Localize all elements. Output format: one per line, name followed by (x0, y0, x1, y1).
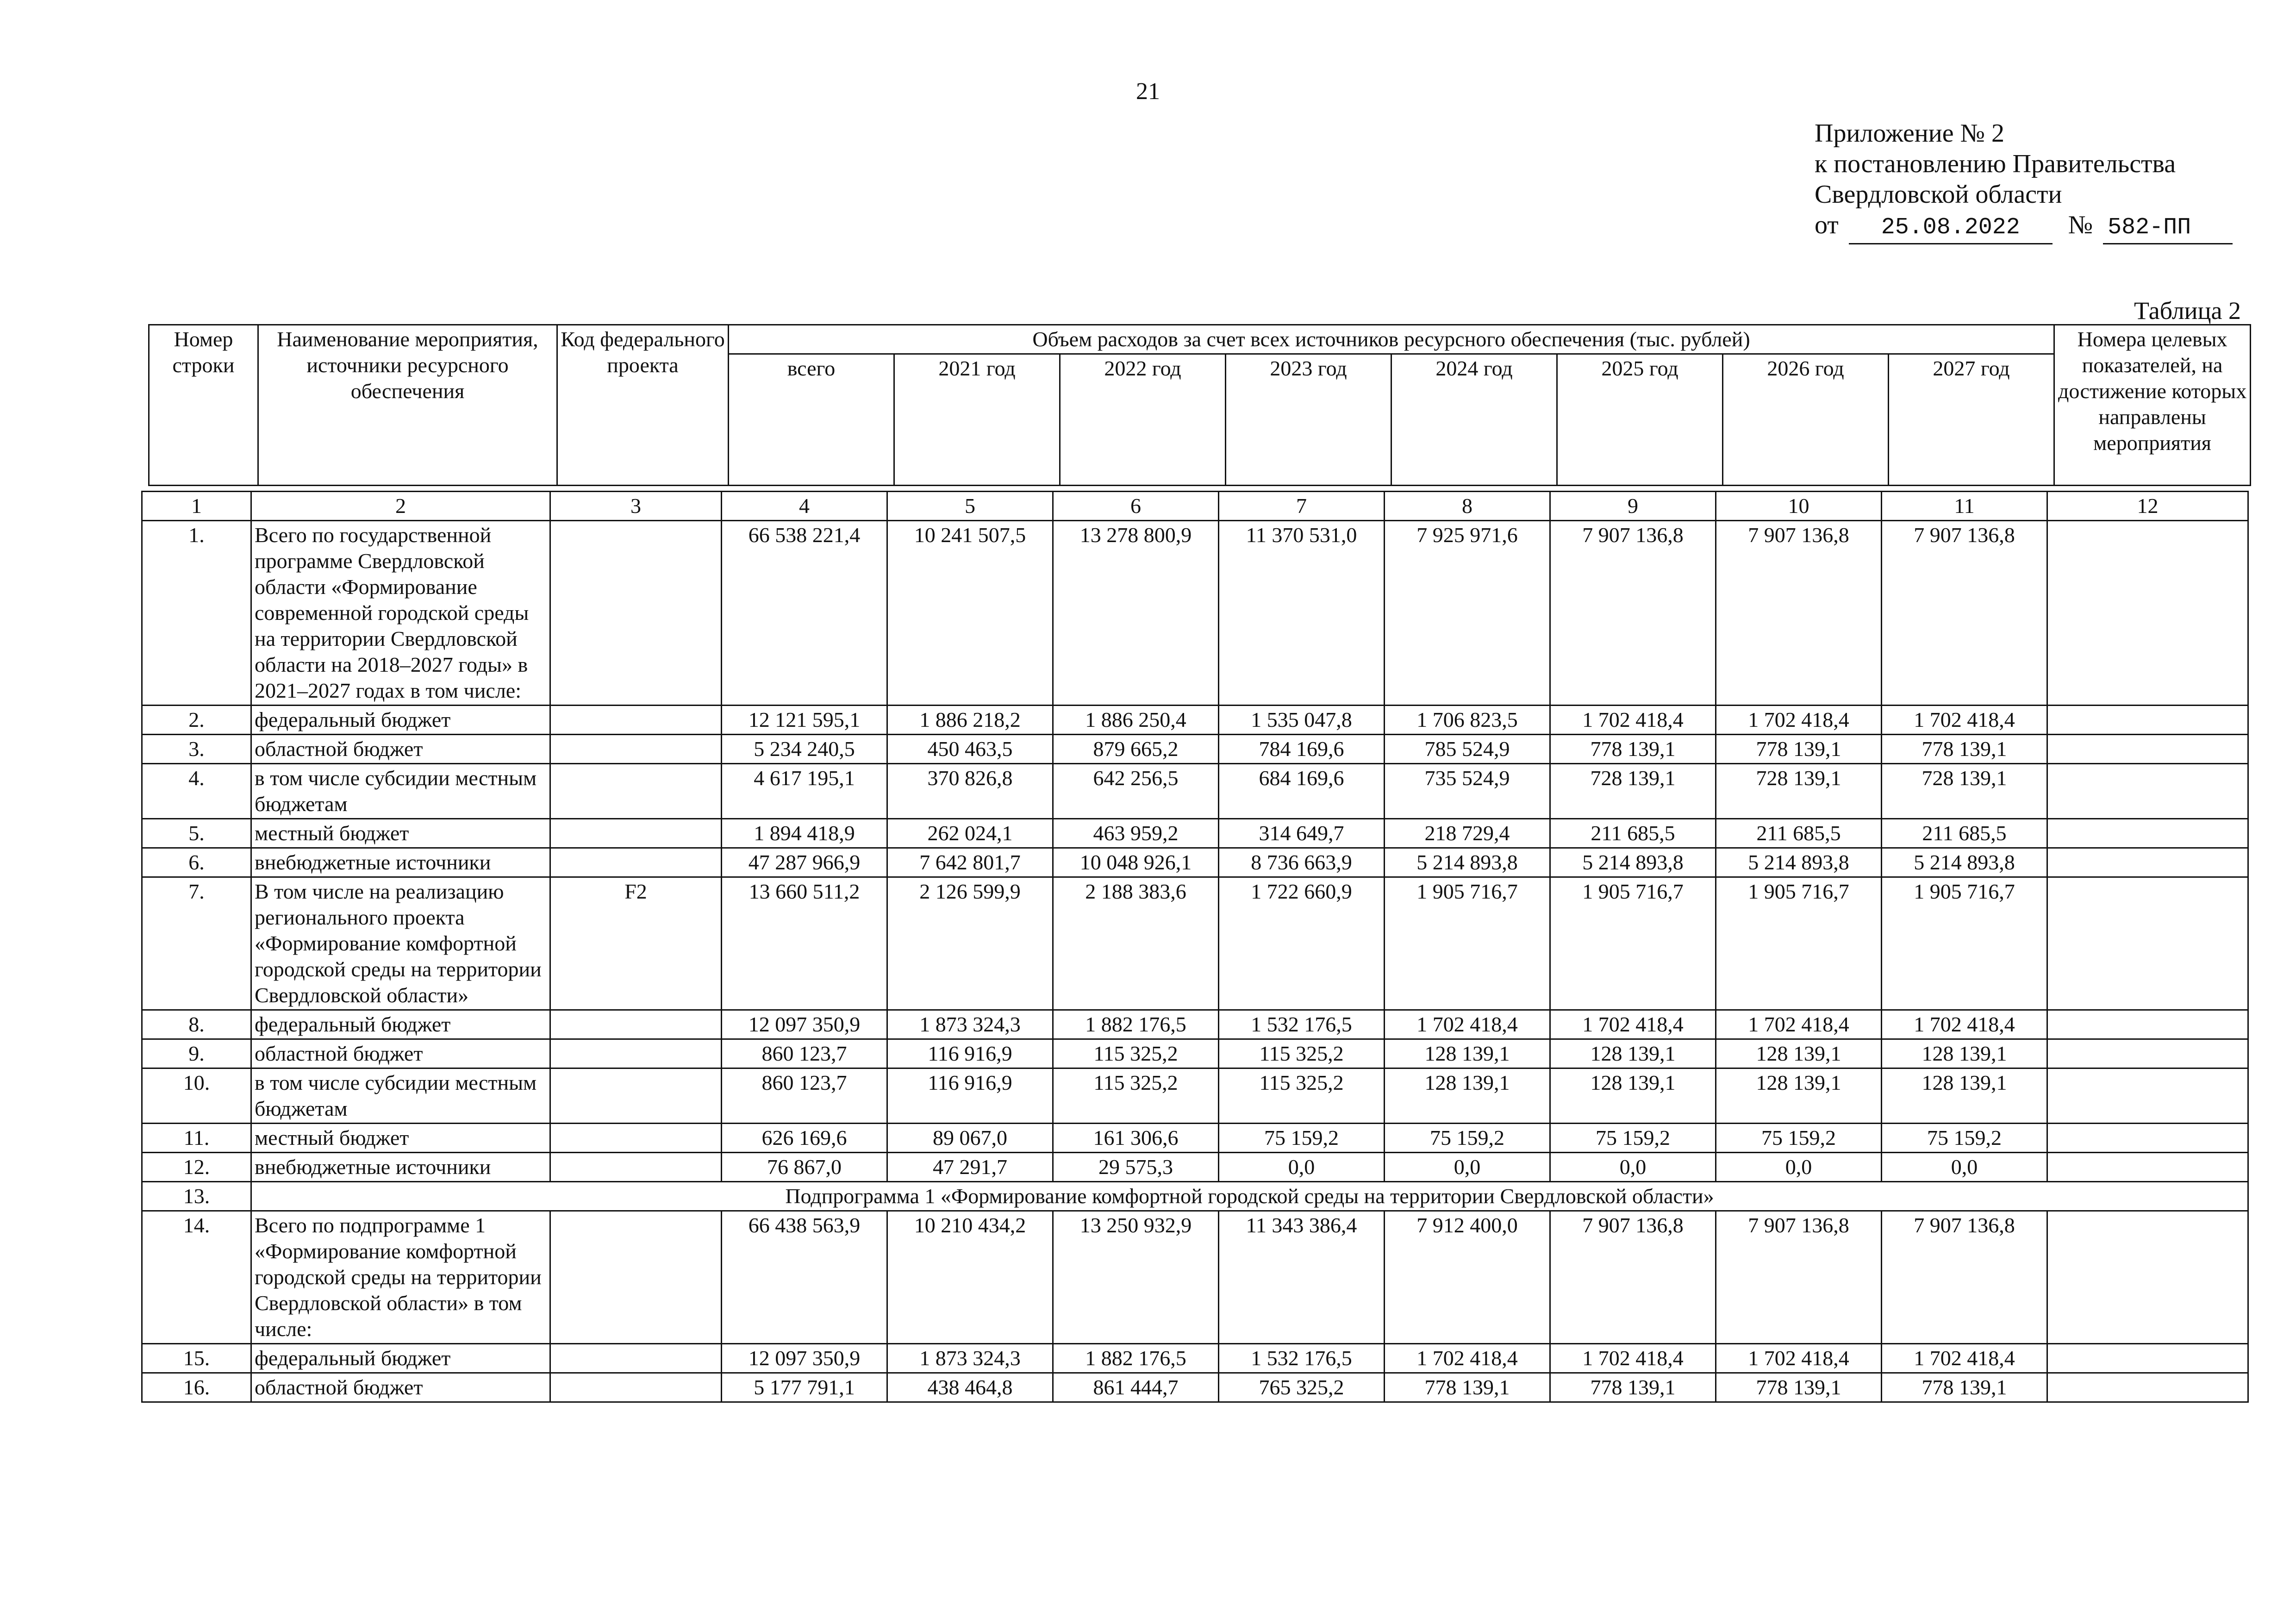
row-value-y2027: 778 139,1 (1882, 1373, 2047, 1402)
row-indicators (2047, 1344, 2248, 1373)
row-value-y2026: 75 159,2 (1716, 1124, 1882, 1153)
header-year-2022: 2022 год (1060, 354, 1226, 486)
row-value-y2021: 438 464,8 (887, 1373, 1053, 1402)
table-row (142, 1010, 2248, 1039)
row-value-y2027: 1 702 418,4 (1882, 706, 2047, 735)
resolution-date: 25.08.2022 (1849, 212, 2053, 244)
column-number: 6 (1053, 492, 1219, 521)
row-indicators (2047, 1010, 2248, 1039)
column-number: 5 (887, 492, 1053, 521)
row-value-y2026: 1 905 716,7 (1716, 877, 1882, 1010)
table-row (142, 819, 2248, 848)
row-value-y2023: 11 370 531,0 (1219, 521, 1385, 706)
row-value-y2025: 1 905 716,7 (1550, 877, 1716, 1010)
column-number-row (142, 492, 2248, 521)
row-name: федеральный бюджет (251, 1010, 550, 1039)
table-header (148, 324, 2251, 486)
row-value-y2021: 47 291,7 (887, 1153, 1053, 1182)
row-federal-project-code (550, 1153, 722, 1182)
row-value-y2025: 778 139,1 (1550, 1373, 1716, 1402)
row-value-total: 5 234 240,5 (722, 735, 887, 764)
row-name: внебюджетные источники (251, 1153, 550, 1182)
row-number: 5. (142, 819, 251, 848)
row-value-y2022: 642 256,5 (1053, 764, 1219, 819)
row-value-y2025: 5 214 893,8 (1550, 848, 1716, 877)
row-value-y2026: 728 139,1 (1716, 764, 1882, 819)
row-value-y2023: 8 736 663,9 (1219, 848, 1385, 877)
table-row (142, 1153, 2248, 1182)
row-value-y2024: 785 524,9 (1385, 735, 1550, 764)
row-value-y2024: 1 702 418,4 (1385, 1010, 1550, 1039)
appendix-line-2: к постановлению Правительства (1815, 150, 2176, 178)
row-name: федеральный бюджет (251, 1344, 550, 1373)
row-value-y2027: 128 139,1 (1882, 1039, 2047, 1068)
row-name: внебюджетные источники (251, 848, 550, 877)
row-name: областной бюджет (251, 1039, 550, 1068)
header-expenses-group: Объем расходов за счет всех источников ресурсного обеспечения (тыс. рублей) (729, 325, 2054, 354)
row-indicators (2047, 819, 2248, 848)
header-row-number: Номер строки (149, 325, 258, 486)
row-value-total: 12 097 350,9 (722, 1010, 887, 1039)
row-federal-project-code (550, 1344, 722, 1373)
table-row (142, 877, 2248, 1010)
row-indicators (2047, 877, 2248, 1010)
row-number: 11. (142, 1124, 251, 1153)
row-value-y2021: 370 826,8 (887, 764, 1053, 819)
row-value-total: 860 123,7 (722, 1039, 887, 1068)
row-value-y2027: 1 702 418,4 (1882, 1010, 2047, 1039)
row-indicators (2047, 521, 2248, 706)
row-value-y2024: 735 524,9 (1385, 764, 1550, 819)
row-value-y2024: 1 702 418,4 (1385, 1344, 1550, 1373)
row-federal-project-code (550, 1068, 722, 1124)
row-value-total: 66 538 221,4 (722, 521, 887, 706)
row-name: в том числе субсидии местным бюджетам (251, 764, 550, 819)
row-number: 7. (142, 877, 251, 1010)
row-value-y2021: 7 642 801,7 (887, 848, 1053, 877)
row-value-y2023: 765 325,2 (1219, 1373, 1385, 1402)
row-federal-project-code (550, 764, 722, 819)
row-value-total: 13 660 511,2 (722, 877, 887, 1010)
row-federal-project-code (550, 735, 722, 764)
header-year-2023: 2023 год (1226, 354, 1391, 486)
column-number: 8 (1385, 492, 1550, 521)
row-value-y2021: 116 916,9 (887, 1039, 1053, 1068)
row-number: 10. (142, 1068, 251, 1124)
row-value-y2021: 262 024,1 (887, 819, 1053, 848)
row-value-total: 626 169,6 (722, 1124, 887, 1153)
row-number: 14. (142, 1211, 251, 1344)
appendix-block (1815, 118, 2233, 244)
row-value-y2021: 89 067,0 (887, 1124, 1053, 1153)
header-federal-project-code: Код федерального проекта (557, 325, 729, 486)
row-value-y2024: 7 925 971,6 (1385, 521, 1550, 706)
row-value-y2026: 778 139,1 (1716, 1373, 1882, 1402)
header-year-2026: 2026 год (1723, 354, 1889, 486)
row-value-y2021: 2 126 599,9 (887, 877, 1053, 1010)
header-year-2024: 2024 год (1391, 354, 1557, 486)
row-indicators (2047, 1373, 2248, 1402)
row-number: 3. (142, 735, 251, 764)
row-value-y2022: 13 250 932,9 (1053, 1211, 1219, 1344)
row-value-y2027: 0,0 (1882, 1153, 2047, 1182)
row-number: 16. (142, 1373, 251, 1402)
row-value-y2024: 128 139,1 (1385, 1068, 1550, 1124)
table-row (142, 1373, 2248, 1402)
row-value-y2022: 1 886 250,4 (1053, 706, 1219, 735)
row-value-y2027: 778 139,1 (1882, 735, 2047, 764)
row-indicators (2047, 1211, 2248, 1344)
row-value-total: 12 097 350,9 (722, 1344, 887, 1373)
row-name: Всего по подпрограмме 1 «Формирование комфортной городской среды на территории Свердловской области» в том числе: (251, 1211, 550, 1344)
row-value-y2026: 778 139,1 (1716, 735, 1882, 764)
row-value-y2027: 7 907 136,8 (1882, 1211, 2047, 1344)
row-value-y2021: 116 916,9 (887, 1068, 1053, 1124)
row-value-y2023: 1 532 176,5 (1219, 1344, 1385, 1373)
row-value-y2023: 1 532 176,5 (1219, 1010, 1385, 1039)
expenses-table (141, 491, 2249, 1403)
table-row (142, 1124, 2248, 1153)
column-number: 10 (1716, 492, 1882, 521)
row-value-y2025: 1 702 418,4 (1550, 1344, 1716, 1373)
number-prefix: № (2068, 211, 2093, 239)
row-value-y2023: 115 325,2 (1219, 1039, 1385, 1068)
row-indicators (2047, 1039, 2248, 1068)
row-federal-project-code (550, 1010, 722, 1039)
row-name: федеральный бюджет (251, 706, 550, 735)
row-indicators (2047, 764, 2248, 819)
table-row (142, 521, 2248, 706)
row-number: 12. (142, 1153, 251, 1182)
column-number: 1 (142, 492, 251, 521)
column-number: 7 (1219, 492, 1385, 521)
row-value-y2026: 7 907 136,8 (1716, 521, 1882, 706)
header-year-2025: 2025 год (1557, 354, 1723, 486)
row-value-y2024: 5 214 893,8 (1385, 848, 1550, 877)
resolution-number: 582-ПП (2103, 212, 2233, 244)
table-row (142, 706, 2248, 735)
row-federal-project-code (550, 1373, 722, 1402)
row-value-y2026: 0,0 (1716, 1153, 1882, 1182)
row-value-y2021: 1 886 218,2 (887, 706, 1053, 735)
row-value-total: 12 121 595,1 (722, 706, 887, 735)
row-value-y2025: 7 907 136,8 (1550, 1211, 1716, 1344)
row-value-y2024: 218 729,4 (1385, 819, 1550, 848)
header-name: Наименование мероприятия, источники ресурсного обеспечения (258, 325, 557, 486)
column-number: 12 (2047, 492, 2248, 521)
row-indicators (2047, 1068, 2248, 1124)
row-federal-project-code (550, 1039, 722, 1068)
row-number: 9. (142, 1039, 251, 1068)
row-value-y2023: 11 343 386,4 (1219, 1211, 1385, 1344)
row-federal-project-code (550, 521, 722, 706)
table-row (142, 1039, 2248, 1068)
row-value-y2025: 1 702 418,4 (1550, 706, 1716, 735)
row-value-y2026: 128 139,1 (1716, 1039, 1882, 1068)
row-name: В том числе на реализацию регионального проекта «Формирование комфортной городской среды на территории Свердловской области» (251, 877, 550, 1010)
table-caption: Таблица 2 (2134, 297, 2241, 325)
row-value-y2025: 728 139,1 (1550, 764, 1716, 819)
row-value-y2024: 75 159,2 (1385, 1124, 1550, 1153)
row-value-y2027: 728 139,1 (1882, 764, 2047, 819)
row-value-y2023: 784 169,6 (1219, 735, 1385, 764)
row-value-total: 5 177 791,1 (722, 1373, 887, 1402)
row-value-y2026: 128 139,1 (1716, 1068, 1882, 1124)
header-year-2021: 2021 год (894, 354, 1060, 486)
row-value-y2023: 1 535 047,8 (1219, 706, 1385, 735)
table-row (142, 1068, 2248, 1124)
row-value-y2024: 1 905 716,7 (1385, 877, 1550, 1010)
row-federal-project-code (550, 819, 722, 848)
row-value-y2025: 211 685,5 (1550, 819, 1716, 848)
row-value-y2022: 13 278 800,9 (1053, 521, 1219, 706)
row-number: 4. (142, 764, 251, 819)
date-prefix: от (1815, 211, 1839, 239)
column-number: 2 (251, 492, 550, 521)
row-value-y2023: 115 325,2 (1219, 1068, 1385, 1124)
appendix-date-line (1815, 210, 2233, 244)
row-value-total: 76 867,0 (722, 1153, 887, 1182)
row-indicators (2047, 735, 2248, 764)
column-number: 4 (722, 492, 887, 521)
table-row (142, 1182, 2248, 1211)
row-value-y2023: 0,0 (1219, 1153, 1385, 1182)
row-value-y2022: 161 306,6 (1053, 1124, 1219, 1153)
row-value-y2025: 778 139,1 (1550, 735, 1716, 764)
row-value-y2022: 463 959,2 (1053, 819, 1219, 848)
row-federal-project-code (550, 1211, 722, 1344)
row-value-total: 860 123,7 (722, 1068, 887, 1124)
row-value-y2024: 128 139,1 (1385, 1039, 1550, 1068)
row-value-y2023: 684 169,6 (1219, 764, 1385, 819)
row-value-y2025: 128 139,1 (1550, 1039, 1716, 1068)
row-value-y2027: 5 214 893,8 (1882, 848, 2047, 877)
row-value-y2021: 1 873 324,3 (887, 1344, 1053, 1373)
row-value-y2025: 0,0 (1550, 1153, 1716, 1182)
table-row (142, 764, 2248, 819)
row-value-y2024: 0,0 (1385, 1153, 1550, 1182)
row-value-y2027: 1 905 716,7 (1882, 877, 2047, 1010)
column-number: 3 (550, 492, 722, 521)
row-value-y2023: 1 722 660,9 (1219, 877, 1385, 1010)
row-value-y2026: 5 214 893,8 (1716, 848, 1882, 877)
row-indicators (2047, 848, 2248, 877)
row-name: Всего по государственной программе Свердловской области «Формирование современной городской среды на территории Свердловской области на 2018–2027 годы» в 2021–2027 годах в том числе: (251, 521, 550, 706)
row-value-y2027: 128 139,1 (1882, 1068, 2047, 1124)
row-number: 15. (142, 1344, 251, 1373)
row-value-total: 47 287 966,9 (722, 848, 887, 877)
row-value-y2026: 7 907 136,8 (1716, 1211, 1882, 1344)
row-name: областной бюджет (251, 1373, 550, 1402)
row-value-y2022: 2 188 383,6 (1053, 877, 1219, 1010)
row-value-y2026: 211 685,5 (1716, 819, 1882, 848)
row-value-y2025: 75 159,2 (1550, 1124, 1716, 1153)
row-number: 6. (142, 848, 251, 877)
row-value-y2022: 115 325,2 (1053, 1068, 1219, 1124)
row-value-y2025: 1 702 418,4 (1550, 1010, 1716, 1039)
row-number: 13. (142, 1182, 251, 1211)
column-number: 11 (1882, 492, 2047, 521)
row-number: 8. (142, 1010, 251, 1039)
row-value-y2021: 10 241 507,5 (887, 521, 1053, 706)
row-value-y2025: 7 907 136,8 (1550, 521, 1716, 706)
table-body (142, 492, 2248, 1402)
row-value-total: 4 617 195,1 (722, 764, 887, 819)
row-value-y2027: 7 907 136,8 (1882, 521, 2047, 706)
row-value-total: 66 438 563,9 (722, 1211, 887, 1344)
row-value-y2026: 1 702 418,4 (1716, 706, 1882, 735)
row-name: местный бюджет (251, 1124, 550, 1153)
row-value-y2024: 1 706 823,5 (1385, 706, 1550, 735)
row-value-y2022: 29 575,3 (1053, 1153, 1219, 1182)
table-row (142, 1211, 2248, 1344)
header-indicators: Номера целевых показателей, на достижение которых направлены мероприятия (2054, 325, 2251, 486)
row-value-y2022: 861 444,7 (1053, 1373, 1219, 1402)
appendix-line-3: Свердловской области (1815, 180, 2062, 209)
row-value-y2023: 314 649,7 (1219, 819, 1385, 848)
row-value-y2021: 10 210 434,2 (887, 1211, 1053, 1344)
header-total: всего (729, 354, 894, 486)
row-number: 2. (142, 706, 251, 735)
row-name: местный бюджет (251, 819, 550, 848)
row-value-y2026: 1 702 418,4 (1716, 1010, 1882, 1039)
row-value-y2027: 75 159,2 (1882, 1124, 2047, 1153)
row-name: областной бюджет (251, 735, 550, 764)
row-name: в том числе субсидии местным бюджетам (251, 1068, 550, 1124)
row-value-total: 1 894 418,9 (722, 819, 887, 848)
row-value-y2022: 1 882 176,5 (1053, 1010, 1219, 1039)
row-value-y2022: 115 325,2 (1053, 1039, 1219, 1068)
row-indicators (2047, 706, 2248, 735)
row-indicators (2047, 1153, 2248, 1182)
row-federal-project-code (550, 848, 722, 877)
row-value-y2025: 128 139,1 (1550, 1068, 1716, 1124)
table-row (142, 848, 2248, 877)
row-value-y2021: 1 873 324,3 (887, 1010, 1053, 1039)
row-federal-project-code (550, 706, 722, 735)
column-number: 9 (1550, 492, 1716, 521)
row-federal-project-code: F2 (550, 877, 722, 1010)
row-value-y2024: 778 139,1 (1385, 1373, 1550, 1402)
row-value-y2026: 1 702 418,4 (1716, 1344, 1882, 1373)
row-value-y2022: 879 665,2 (1053, 735, 1219, 764)
row-value-y2027: 1 702 418,4 (1882, 1344, 2047, 1373)
header-year-2027: 2027 год (1889, 354, 2054, 486)
row-value-y2022: 10 048 926,1 (1053, 848, 1219, 877)
row-value-y2021: 450 463,5 (887, 735, 1053, 764)
row-value-y2027: 211 685,5 (1882, 819, 2047, 848)
row-number: 1. (142, 521, 251, 706)
row-indicators (2047, 1124, 2248, 1153)
row-federal-project-code (550, 1124, 722, 1153)
row-value-y2022: 1 882 176,5 (1053, 1344, 1219, 1373)
table-row (142, 1344, 2248, 1373)
appendix-title: Приложение № 2 (1815, 119, 2004, 148)
subprogram-title: Подпрограмма 1 «Формирование комфортной городской среды на территории Свердловской области» (251, 1182, 2248, 1211)
page-number: 21 (1136, 78, 1160, 105)
row-value-y2023: 75 159,2 (1219, 1124, 1385, 1153)
row-value-y2024: 7 912 400,0 (1385, 1211, 1550, 1344)
table-row (142, 735, 2248, 764)
